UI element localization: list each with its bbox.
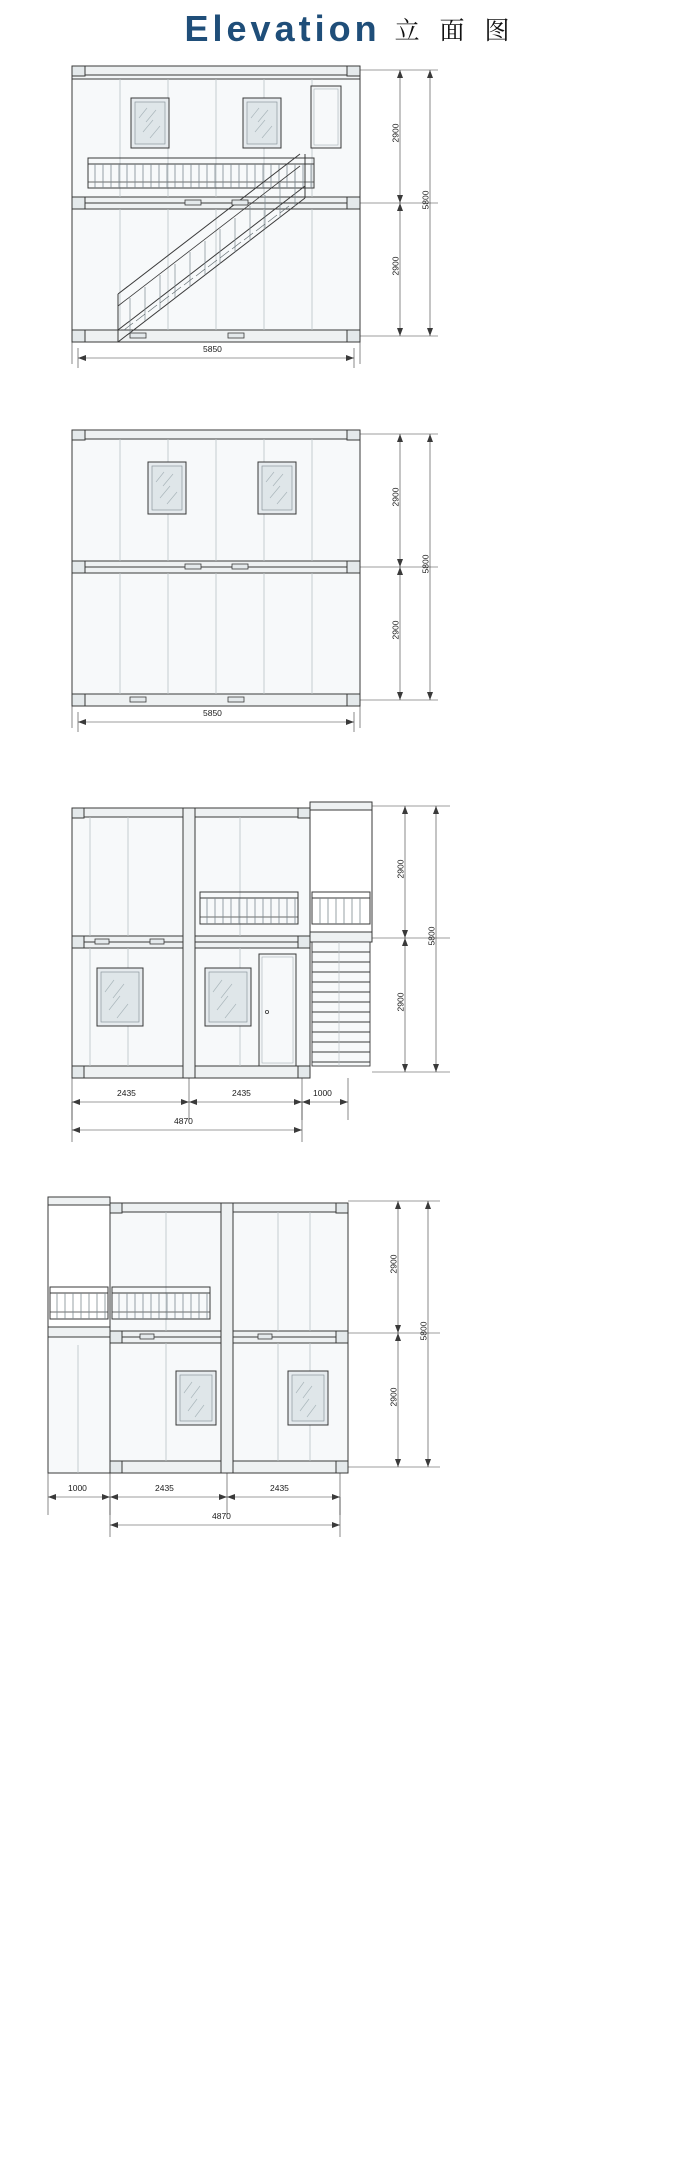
dim-total-height-2: 5800 bbox=[420, 554, 431, 574]
stair-run-side-left bbox=[312, 942, 370, 1066]
window-lower-left bbox=[97, 968, 143, 1026]
dim-lower-height-4: 2900 bbox=[388, 1387, 399, 1407]
dim-total-width-2: 5850 bbox=[203, 708, 222, 718]
dim-lower-height-2: 2900 bbox=[390, 620, 401, 640]
dim-total-width-1: 5850 bbox=[203, 344, 222, 354]
window-lower-left-4 bbox=[176, 1371, 216, 1425]
dim-upper-height-3: 2900 bbox=[395, 859, 406, 879]
window-upper-right bbox=[243, 98, 281, 148]
title-chinese: 立 面 图 bbox=[394, 16, 516, 45]
window-rear-right bbox=[258, 462, 296, 514]
dim-total-height-4: 5800 bbox=[418, 1321, 429, 1341]
window-rear-left bbox=[148, 462, 186, 514]
elevation-view-rear bbox=[0, 420, 700, 770]
dim-width-4-a: 1000 bbox=[68, 1483, 87, 1493]
rear-elevation-drawing bbox=[0, 420, 700, 770]
elevation-view-side-right bbox=[0, 1185, 700, 1565]
dim-upper-height-4: 2900 bbox=[388, 1254, 399, 1274]
door-lower-right bbox=[259, 954, 296, 1066]
dim-width-3-a: 2435 bbox=[117, 1088, 136, 1098]
dim-upper-height-1: 2900 bbox=[390, 123, 401, 143]
dim-width-3-b: 2435 bbox=[232, 1088, 251, 1098]
door-upper-right bbox=[311, 86, 341, 148]
dim-total-width-4: 4870 bbox=[212, 1511, 231, 1521]
dim-width-4-b: 2435 bbox=[155, 1483, 174, 1493]
window-lower-right-4 bbox=[288, 1371, 328, 1425]
window-lower-right bbox=[205, 968, 251, 1026]
dim-lower-height-1: 2900 bbox=[390, 256, 401, 276]
dim-width-4-c: 2435 bbox=[270, 1483, 289, 1493]
window-upper-left bbox=[131, 98, 169, 148]
title-english: Elevation bbox=[184, 8, 381, 49]
dim-width-3-c: 1000 bbox=[313, 1088, 332, 1098]
front-elevation-drawing bbox=[0, 58, 700, 408]
dim-total-height-1: 5800 bbox=[420, 190, 431, 210]
elevation-view-side-left bbox=[0, 790, 700, 1170]
dim-total-width-3: 4870 bbox=[174, 1116, 193, 1126]
side-left-elevation-drawing bbox=[0, 790, 700, 1170]
dim-upper-height-2: 2900 bbox=[390, 487, 401, 507]
dim-total-height-3: 5800 bbox=[426, 926, 437, 946]
elevation-view-front bbox=[0, 58, 700, 408]
side-right-elevation-drawing bbox=[0, 1185, 700, 1565]
dim-lower-height-3: 2900 bbox=[395, 992, 406, 1012]
page-title bbox=[0, 0, 700, 58]
